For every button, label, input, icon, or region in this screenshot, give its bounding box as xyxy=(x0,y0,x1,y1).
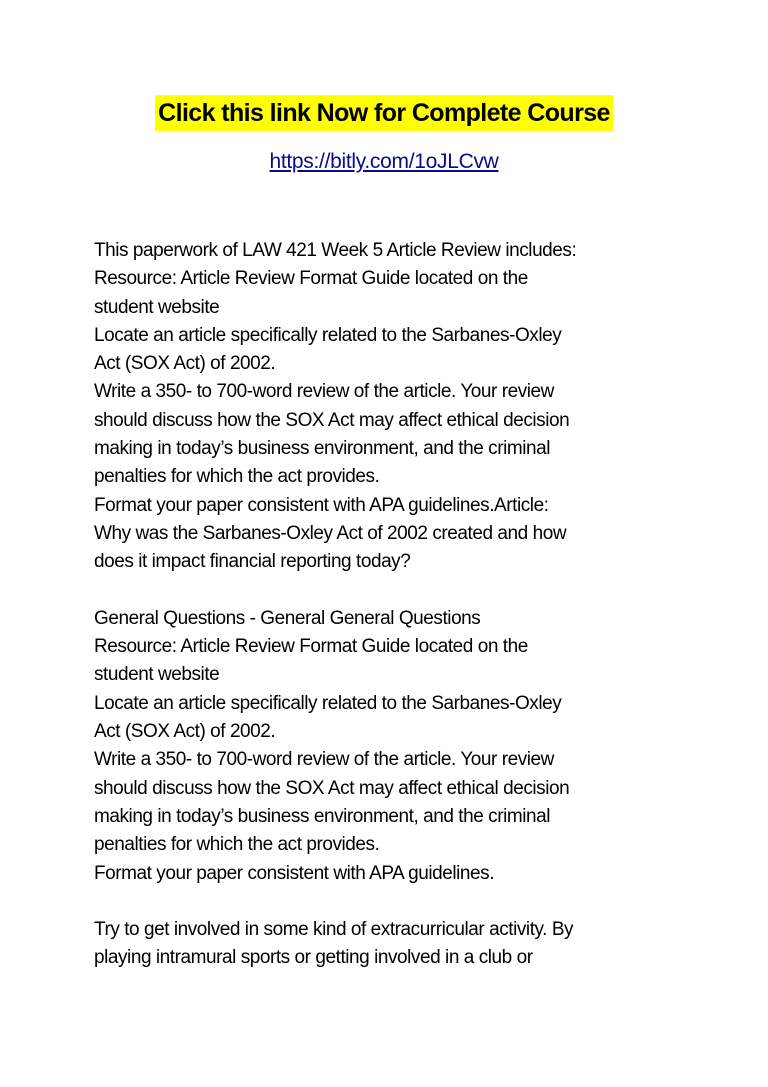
body-line: making in today’s business environment, and the criminal xyxy=(94,438,551,460)
body-line: Act (SOX Act) of 2002. xyxy=(94,353,276,375)
body-line: Act (SOX Act) of 2002. xyxy=(94,721,276,743)
body-line: Resource: Article Review Format Guide located on the xyxy=(94,268,528,290)
course-link[interactable]: https://bitly.com/1oJLCvw xyxy=(269,150,499,173)
body-line: Write a 350- to 700-word review of the article. Your review xyxy=(94,749,554,771)
body-line xyxy=(94,577,734,605)
body-line: penalties for which the act provides. xyxy=(94,466,380,488)
body-line: making in today’s business environment, and the criminal xyxy=(94,805,551,827)
body-line: playing intramural sports or getting involved in a club or xyxy=(94,947,533,969)
body-line: Format your paper consistent with APA guidelines.Article: xyxy=(94,494,549,516)
body-line: does it impact financial reporting today? xyxy=(94,551,411,573)
body-line xyxy=(94,888,734,916)
body-line: penalties for which the act provides. xyxy=(94,834,380,856)
body-line: Resource: Article Review Format Guide located on the xyxy=(94,636,528,658)
body-line: Try to get involved in some kind of extracurricular activity. By xyxy=(94,919,574,941)
title-container xyxy=(0,95,768,131)
body-line: should discuss how the SOX Act may affect ethical decision xyxy=(94,777,570,799)
body-line: Locate an article specifically related to the Sarbanes-Oxley xyxy=(94,692,562,714)
body-line: This paperwork of LAW 421 Week 5 Article Review includes: xyxy=(94,240,577,261)
body-line: Format your paper consistent with APA guidelines. xyxy=(94,862,495,884)
document-body xyxy=(94,237,734,973)
body-line: Write a 350- to 700-word review of the article. Your review xyxy=(94,381,554,403)
body-line: student website xyxy=(94,664,220,686)
highlighted-title: Click this link Now for Complete Course xyxy=(155,95,613,131)
body-line: should discuss how the SOX Act may affect ethical decision xyxy=(94,409,570,431)
body-line: Locate an article specifically related to the Sarbanes-Oxley xyxy=(94,324,562,346)
body-line: General Questions - General General Questions xyxy=(94,607,481,629)
body-line: student website xyxy=(94,296,220,318)
body-line: Why was the Sarbanes-Oxley Act of 2002 created and how xyxy=(94,522,567,544)
